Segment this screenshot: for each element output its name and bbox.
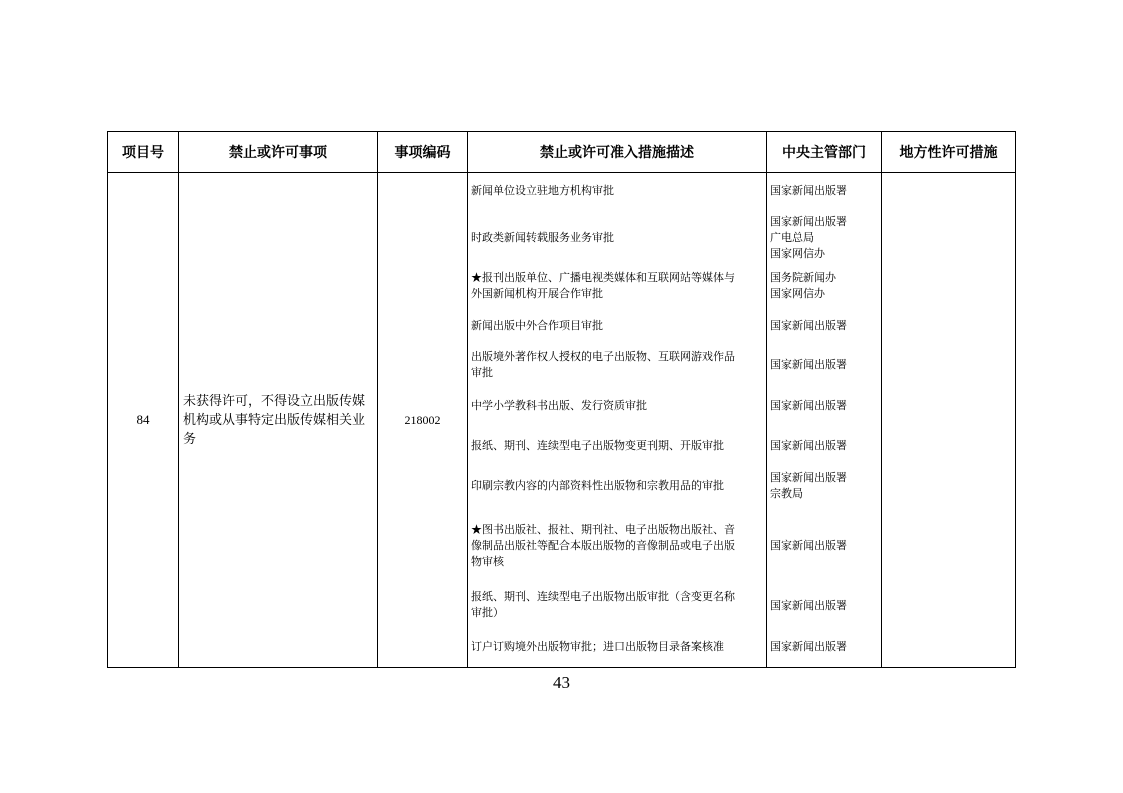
measure-description: 出版境外著作权人授权的电子出版物、互联网游戏作品 审批 <box>471 350 735 379</box>
local-measures-cell <box>882 173 1016 668</box>
department-cell <box>767 173 882 668</box>
measure-description: 订户订购境外出版物审批；进口出版物目录备案核准 <box>471 640 724 653</box>
measure-department: 国家新闻出版署 <box>770 599 847 612</box>
measure-department: 国家新闻出版署 <box>770 399 847 412</box>
measure-department: 国务院新闻办 国家网信办 <box>770 271 836 300</box>
measure-department: 国家新闻出版署 广电总局 国家网信办 <box>770 215 847 260</box>
measure-description: 新闻出版中外合作项目审批 <box>471 319 603 332</box>
item-code-cell: 218002 <box>378 173 468 668</box>
header-item-no: 项目号 <box>108 132 179 173</box>
measure-description: 新闻单位设立驻地方机构审批 <box>471 184 614 197</box>
measure-description: 时政类新闻转载服务业务审批 <box>471 231 614 244</box>
measure-description: ★报刊出版单位、广播电视类媒体和互联网站等媒体与 外国新闻机构开展合作审批 <box>471 271 735 300</box>
measure-description: 印刷宗教内容的内部资料性出版物和宗教用品的审批 <box>471 479 724 492</box>
measure-department: 国家新闻出版署 <box>770 539 847 552</box>
header-department: 中央主管部门 <box>767 132 882 173</box>
header-description: 禁止或许可准入措施描述 <box>468 132 767 173</box>
measure-description: ★图书出版社、报社、期刊社、电子出版物出版社、音 像制品出版社等配合本版出版物的音像制品或电子出版 物审核 <box>471 523 735 568</box>
measure-department: 国家新闻出版署 <box>770 319 847 332</box>
item-number-cell: 84 <box>108 173 179 668</box>
header-row <box>108 132 1016 173</box>
measure-department: 国家新闻出版署 <box>770 439 847 452</box>
header-item-code: 事项编码 <box>378 132 468 173</box>
header-local-measures: 地方性许可措施 <box>882 132 1016 173</box>
measure-department: 国家新闻出版署 <box>770 358 847 371</box>
measure-description: 报纸、期刊、连续型电子出版物出版审批（含变更名称 审批） <box>471 590 735 619</box>
measure-department: 国家新闻出版署 宗教局 <box>770 471 847 500</box>
header-item-name: 禁止或许可事项 <box>179 132 378 173</box>
item-name-cell: 未获得许可，不得设立出版传媒机构或从事特定出版传媒相关业务 <box>179 173 378 668</box>
measure-department: 国家新闻出版署 <box>770 184 847 197</box>
description-cell <box>468 173 767 668</box>
measure-description: 中学小学教科书出版、发行资质审批 <box>471 399 647 412</box>
catalog-table <box>107 131 1016 668</box>
measure-description: 报纸、期刊、连续型电子出版物变更刊期、开版审批 <box>471 439 724 452</box>
page-number: 43 <box>553 673 570 692</box>
measure-department: 国家新闻出版署 <box>770 640 847 653</box>
table-row <box>108 173 1016 668</box>
